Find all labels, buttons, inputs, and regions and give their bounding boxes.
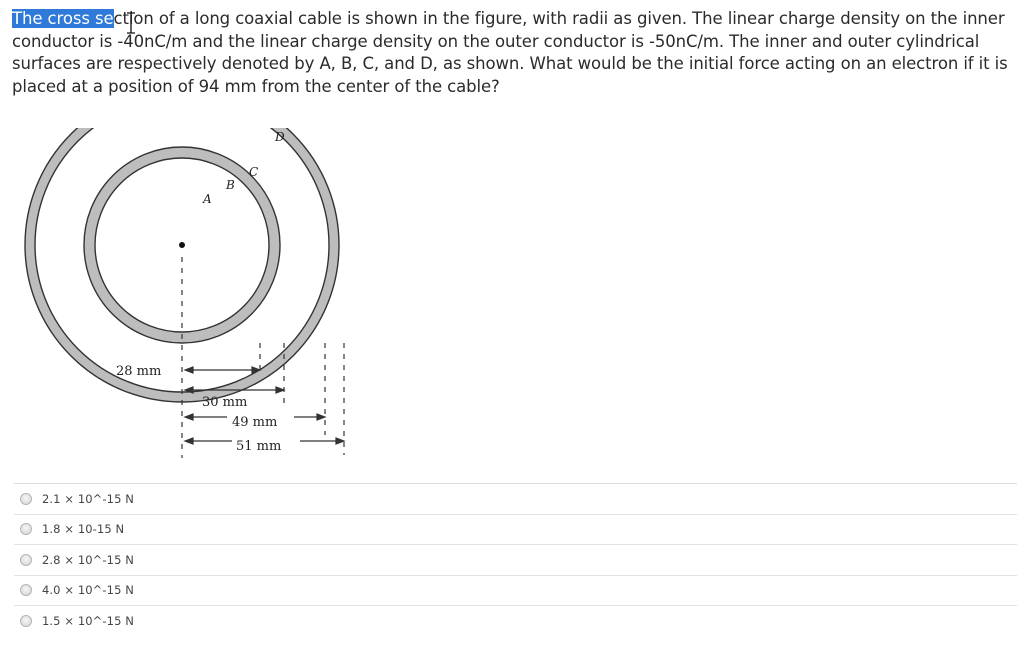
answer-option-label: 2.8 × 10^-15 N [42, 552, 134, 567]
question-body: ction of a long coaxial cable is shown in the figure, with radii as given. The linear charge density on the inner conductor is -40nC/m and the linear charge density on the outer conductor is -50nC/m. The inner and outer cylindrical surfaces are respectively denoted by A, B, C, and D, as shown. What would be the initial force acting on an electron if it is placed at a position of 94 mm from the center of the cable? [12, 9, 1008, 96]
answer-option-label: 1.5 × 10^-15 N [42, 613, 134, 628]
answer-option[interactable] [14, 605, 1017, 636]
radio-button-icon[interactable] [20, 493, 32, 505]
radio-button-icon[interactable] [20, 523, 32, 535]
dim-label-30mm: 30 mm [202, 395, 248, 410]
answer-options [14, 483, 1017, 636]
dim-label-51mm: 51 mm [236, 439, 282, 454]
radio-button-icon[interactable] [20, 615, 32, 627]
answer-option[interactable] [14, 544, 1017, 575]
answer-option-label: 4.0 × 10^-15 N [42, 583, 134, 598]
coaxial-cable-figure [0, 128, 360, 473]
dim-label-49mm: 49 mm [232, 415, 278, 430]
selected-text: The cross se [12, 9, 114, 28]
answer-option[interactable] [14, 483, 1017, 514]
answer-option[interactable] [14, 514, 1017, 545]
radio-button-icon[interactable] [20, 584, 32, 596]
text-cursor-icon [125, 12, 137, 34]
surface-label-c: C [249, 165, 259, 179]
surface-label-a: A [203, 192, 212, 206]
question-text [12, 8, 1012, 98]
surface-label-d: D [275, 130, 285, 144]
answer-option-label: 2.1 × 10^-15 N [42, 491, 134, 506]
answer-option[interactable] [14, 575, 1017, 606]
radio-button-icon[interactable] [20, 554, 32, 566]
center-dot [179, 242, 185, 248]
surface-label-b: B [226, 178, 235, 192]
dim-label-28mm: 28 mm [116, 364, 162, 379]
answer-option-label: 1.8 × 10-15 N [42, 522, 125, 537]
